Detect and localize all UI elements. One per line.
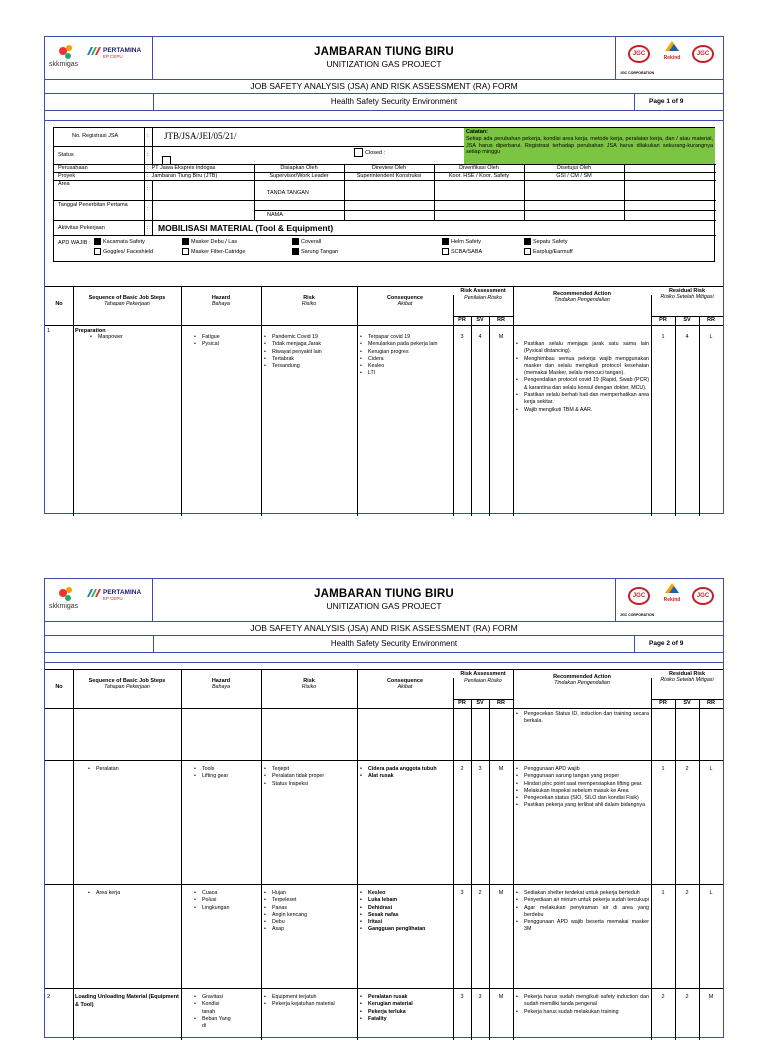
list-item: • Cidera [359,356,451,363]
list-item: • Gravitasi [193,994,233,1001]
contractor-logos [615,579,723,621]
col-header-rsv: SV [683,700,691,706]
bullet-list [359,766,451,781]
jgc-corp-name: JGC CORPORATION [620,71,655,75]
list-item: • Terpapar covid 19 [359,334,451,341]
apd-label: Kacamata Safety [103,238,145,245]
step-title: Preparation [75,328,106,334]
cell-no: 2 [47,994,51,1000]
bullet-list [193,766,233,781]
col-header-cons: Consequence Akibat [386,295,424,307]
apd-item[interactable] [524,248,573,255]
perusahaan-value: : PT Jawa Ekspres Indogas [147,165,216,171]
checkbox-icon[interactable] [524,248,531,255]
rating-rpr: 1 [661,766,665,772]
apd-label: Sepatu Safety [533,238,568,245]
project-title: JAMBARAN TIUNG BIRU [314,588,454,600]
rekind-logo-icon: Rekind [662,39,682,61]
cell-rec [515,890,649,934]
list-item: • Tidak menjaga Jarak [263,341,355,348]
checkbox-icon[interactable] [182,248,189,255]
list-item: • Penggunaan APD wajib [515,766,649,773]
list-item: • Agar melakukan penyiraman air di area yang berdebu [515,905,649,920]
bullet-list [193,994,233,1030]
jgc-corp-name: JGC CORPORATION [620,613,655,617]
rating-pr: 2 [460,766,464,772]
list-item: • Polusi [193,897,233,904]
list-item: • Panas [263,905,355,912]
apd-item[interactable] [442,248,482,255]
checkbox-icon[interactable] [442,248,449,255]
list-item: • Kerugian material [359,1001,451,1008]
bullet-list [263,890,355,934]
pertamina-name: PERTAMINA EP CEPU [103,47,142,59]
apd-item[interactable] [182,238,237,245]
list-item: • Kesleo [359,890,451,897]
name-label: NAMA [267,212,283,218]
list-item: • Dehidrasi [359,905,451,912]
bullet-list [87,766,179,773]
rating-sv: 4 [478,334,482,340]
list-item: • Beban Yang di [193,1016,233,1031]
list-item: • Fatigue [193,334,259,341]
cell-steps [75,890,179,897]
list-item: • Kesleo [359,363,451,370]
list-item: • Fatality [359,1016,451,1023]
cell-haz [183,890,233,912]
cell-steps [75,994,179,1009]
col-header-rec: Recommended Action Tindakan Pengendalian [553,291,611,303]
cell-haz [183,994,233,1030]
col-header-steps: Sequence of Basic Job Steps Tahapan Pekerjaan [88,295,166,307]
checkbox-icon[interactable] [94,248,101,255]
col-header-pr: PR [458,700,466,706]
list-item: • Debu [263,919,355,926]
bullet-list [193,890,233,912]
list-item: • Melakukan Inspeksi sebelum masuk ke Area [515,788,649,795]
cell-steps [75,328,179,341]
list-item: • Terjepit [263,766,355,773]
checkbox-icon[interactable] [524,238,531,245]
col-header-no: No [55,684,63,690]
project-subtitle: UNITIZATION GAS PROJECT [326,601,442,611]
list-item: • Pastikan selalu menjaga jarak satu sama lain (Pysical distancing). [515,341,649,356]
list-item: • Terpeleset [263,897,355,904]
col-header-haz: Hazard Bahaya [211,678,231,690]
cell-steps [75,766,179,773]
apd-label: Helm Safety [451,238,481,245]
bullet-list [359,890,451,934]
list-item: • Menghimbau semua pekerja wajib menggunakan masker dan selalu mengikuti protocol kesehatan (memakai Masker, selalu mencuci tangan). [515,356,649,378]
apd-label: Goggles/ Faceshield [103,248,154,255]
col-header-steps: Sequence of Basic Job Steps Tahapan Pekerjaan [88,678,166,690]
department: Health Safety Security Environment [153,94,635,110]
list-item: • Penggunaan APD wajib beserta memakai masker 3M [515,919,649,934]
col-header-no: No [55,301,63,307]
cell-rec [515,341,649,414]
skkmigas-name: skkmigas [49,603,79,610]
form-title: JOB SAFETY ANALYSIS (JSA) AND RISK ASSESSMENT (RA) FORM [45,80,723,94]
cell-rec [515,766,649,810]
page-number: Page 1 of 9 [649,98,684,105]
list-item: • Sesak nafas [359,912,451,919]
rating-rr: M [498,994,504,1000]
cell-haz [183,766,233,781]
bullet-list [359,334,451,378]
cell-no: 1 [47,328,51,334]
list-item: • Lifting gear [193,773,233,780]
col-header-residual-risk: Residual Risk Risiko Setelah Mitigasi [660,288,714,300]
pertamina-logo-icon [85,587,101,599]
contractor-logos [615,37,723,79]
apd-item[interactable] [292,248,338,255]
col-header-sv: SV [476,700,484,706]
bullet-list [263,766,355,788]
rating-rr: M [498,890,504,896]
status-label: Status [58,152,74,158]
rating-rrr: L [709,334,713,340]
list-item: • Lingkungan [193,905,233,912]
list-item: • Iritasi [359,919,451,926]
apd-label: Masker Filter-Catridge [191,248,246,255]
jgc-logo-icon: JGC [628,45,650,63]
rekind-logo-icon: Rekind [662,581,682,603]
rating-pr: 3 [460,334,464,340]
list-item: • Riwayat penyakit lain [263,349,355,356]
list-item: • Hindari pinc point saat mempersiapkan lifting gear. [515,781,649,788]
rating-pr: 3 [460,890,464,896]
bullet-list [515,711,649,726]
cell-cons [359,890,451,934]
col-header-rpr: PR [659,317,667,323]
col-header-haz: Hazard Bahaya [211,295,231,307]
list-item: • Cuaca [193,890,233,897]
col-header-residual-risk: Residual Risk Risiko Setelah Mitigasi [660,671,714,683]
list-item: • Area kerja [87,890,179,897]
list-item: • Tools [193,766,233,773]
col-header-risk: Risk Risiko [301,295,317,307]
rating-rrr: L [709,766,713,772]
list-item: • Alat rusak [359,773,451,780]
bullet-list [515,341,649,414]
list-item: • Gangguan penglihatan [359,926,451,933]
bullet-list [515,766,649,810]
cell-risk [263,766,355,788]
rating-rpr: 1 [661,334,665,340]
apd-item[interactable] [94,248,153,255]
cell-risk [263,890,355,934]
list-item: • Pekerja harus sudah melakukan training [515,1009,649,1016]
cell-risk [263,334,355,370]
list-item: • Sediakan shelter terdekat untuk pekerja berteduh [515,890,649,897]
apd-label: Sarung Tangan [301,248,339,255]
list-item: • Angin kencang [263,912,355,919]
apd-item[interactable] [182,248,245,255]
rating-sv: 3 [478,994,482,1000]
pertamina-logo-icon [85,45,101,57]
cell-rec [515,711,649,726]
cell-cons [359,334,451,378]
col-header-rsv: SV [683,317,691,323]
rating-rr: M [498,334,504,340]
apd-label: Coverall [301,238,322,245]
bullet-list [193,334,259,349]
project-subtitle: UNITIZATION GAS PROJECT [326,59,442,69]
apd-label: SCBA/SABA [451,248,483,255]
dept-row [45,636,723,653]
rating-rsv: 2 [685,766,689,772]
list-item: • Pastikan pekerja yang terlibat ahli dalam bidangnya [515,802,649,809]
list-item: • Wajib mengikuti TBM & AAR. [515,407,649,414]
reg-number: JTB/JSA/JEI/05/21/ [164,131,237,141]
signature-label: TANDA TANGAN [267,190,309,196]
step-title: Loading Unloading Material (Equipment & Tool) [75,994,179,1008]
cell-risk [263,994,355,1009]
jgc-logo-icon-2: JGC [692,587,714,605]
bullet-list [75,334,179,341]
checkbox-icon[interactable] [182,238,189,245]
list-item: • Kondisi tanah [193,1001,233,1016]
list-item: • Cidera pada anggota tubuh [359,766,451,773]
list-item: • Pengendalian protocol covid 19 (Rapid, Swab (PCR) & karantina dan selalu konsul dengan dokter, MCU). [515,377,649,392]
apd-item[interactable] [292,238,321,245]
list-item: • Tersandung [263,363,355,370]
col-header-risk: Risk Risiko [301,678,317,690]
apd-label: Masker Debu / Las [191,238,238,245]
apd-label: Earplug/Earmuff [533,248,573,255]
apd-item[interactable] [94,238,145,245]
info-block: No. Registrasi JSA : JTB/JSA/JEI/05/21/ Status : Closed : Catatan: Setiap ada perubahan pekerja, kondisi area kerja, metode kerja, peralatan kerja, dan / atau material, JSA harus diperbarui. Registrasi terhadap perubahan JSA harus dilakukan sekurang-kurangnya setiap minggu Perusahaan : PT Jawa Ekspres Indogas Proyek : Jambaran Tiung Biru (JTB) Disiapkan Oleh Direview Oleh Diverifikasi Oleh Disetujui Oleh Supervisor/Work Leader Superintendent Konstruksi Koor. HSE / Koor. Safety GSI / CM / SM Area : Tanggal Penerbitan Pertama : TANDA TANGAN NAMA Aktivitas Pekerjaan : MOBILISASI MATERIAL (Tool & Equipment) APD WAJIB : Kacamata Safety Masker Debu / Las Coverall Helm Safety Sepatu Safety Goggles/ Faceshield Masker Filter-Catridge Sarung Tangan SCBA/SABA Earplug/Earmuff [53,127,715,262]
list-item: • Peralatan [87,766,179,773]
list-item: • Pastikan selalu berhati hati dan memperhatikan area kerja sekitar. [515,392,649,407]
jgc-logo-icon-2: JGC [692,45,714,63]
checkbox-icon[interactable] [442,238,449,245]
page-header [45,37,723,80]
col-header-rec: Recommended Action Tindakan Pengendalian [553,674,611,686]
project-title: JAMBARAN TIUNG BIRU [314,46,454,58]
apd-item[interactable] [442,238,481,245]
skkmigas-logo-icon [57,43,79,63]
rating-rsv: 2 [685,994,689,1000]
list-item: • Asap [263,926,355,933]
list-item: • Luka lebam [359,897,451,904]
rating-rsv: 4 [685,334,689,340]
rating-rrr: M [708,994,714,1000]
col-header-pr: PR [458,317,466,323]
rating-sv: 2 [478,890,482,896]
skkmigas-name: skkmigas [49,61,79,68]
checkbox-icon[interactable] [292,248,299,255]
skkmigas-logo-icon [57,585,79,605]
rating-rpr: 2 [661,994,665,1000]
checkbox-icon[interactable] [292,238,299,245]
jsa-table [45,286,723,515]
rating-sv: 3 [478,766,482,772]
list-item: • Penyediaan air minum untuk pekerja sudah tercukupi [515,897,649,904]
list-item: • Pysical [193,341,259,348]
list-item: • Pengecekan status (SIO, SILO dan kondisi Fisik) [515,795,649,802]
rating-rrr: L [709,890,713,896]
cell-haz [183,334,259,349]
bullet-list [87,890,179,897]
rating-pr: 3 [460,994,464,1000]
list-item: • Penggunaan sarung tangan yang proper [515,773,649,780]
closed-field[interactable]: Closed : [354,148,385,157]
list-item: • Equipment terjatuh [263,994,355,1001]
page-number: Page 2 of 9 [649,640,684,647]
apd-item[interactable] [524,238,568,245]
col-header-rr: RR [497,700,505,706]
reg-label: No. Registrasi JSA [72,133,119,139]
col-header-cons: Consequence Akibat [386,678,424,690]
list-item: • Status Inspeksi [263,781,355,788]
col-header-sv: SV [476,317,484,323]
cell-rec [515,994,649,1016]
col-header-rrr: RR [707,317,715,323]
pertamina-name: PERTAMINA EP CEPU [103,589,142,601]
page-1 [44,36,724,514]
list-item: • Peralatan tidak proper [263,773,355,780]
client-logos [45,37,153,79]
col-header-rr: RR [497,317,505,323]
list-item: • LTI [359,370,451,377]
bullet-list [515,890,649,934]
proyek-value: : Jambaran Tiung Biru (JTB) [147,173,218,179]
page-2 [44,578,724,1038]
col-header-rrr: RR [707,700,715,706]
list-item: • Menularkan pada pekerja lain [359,341,451,348]
department: Health Safety Security Environment [153,636,635,652]
jgc-logo-icon: JGC [628,587,650,605]
bullet-list [515,994,649,1016]
rating-rr: M [498,766,504,772]
col-header-risk-assessment: Risk Assessment Penilaian Risiko [460,288,506,301]
client-logos [45,579,153,621]
rating-rsv: 2 [685,890,689,896]
list-item: • Manpower [89,334,179,341]
catatan-note: Catatan: Setiap ada perubahan pekerja, kondisi area kerja, metode kerja, peralatan kerja, dan / atau material, JSA harus diperbarui. Registrasi terhadap perubahan JSA harus dilakukan sekurang-kurangnya setiap minggu [464,128,715,164]
cell-cons [359,766,451,781]
list-item: • Tertabrak [263,356,355,363]
jsa-table [45,669,723,1039]
list-item: • Pekerja harus sudah mengikuti safety induction dan sudah memiliki tanda pengenal [515,994,649,1009]
col-header-risk-assessment: Risk Assessment Penilaian Risiko [460,671,506,684]
list-item: • Pengecekan Status ID, induction dan training secara berkala. [515,711,649,726]
activity-title: MOBILISASI MATERIAL (Tool & Equipment) [158,223,334,233]
col-header-rpr: PR [659,700,667,706]
form-title: JOB SAFETY ANALYSIS (JSA) AND RISK ASSESSMENT (RA) FORM [45,622,723,636]
page-header [45,579,723,622]
list-item: • Pandemic Covid 19 [263,334,355,341]
bullet-list [263,994,355,1009]
rating-rpr: 1 [661,890,665,896]
list-item: • Hujan [263,890,355,897]
list-item: • Pekerja kejatuhan material [263,1001,355,1008]
bullet-list [359,994,451,1023]
checkbox-icon[interactable] [94,238,101,245]
list-item: • Peralatan rusak [359,994,451,1001]
list-item: • Pekerja terluka [359,1009,451,1016]
bullet-list [263,334,355,370]
dept-row [45,94,723,111]
list-item: • Kerugian progres [359,349,451,356]
cell-cons [359,994,451,1023]
